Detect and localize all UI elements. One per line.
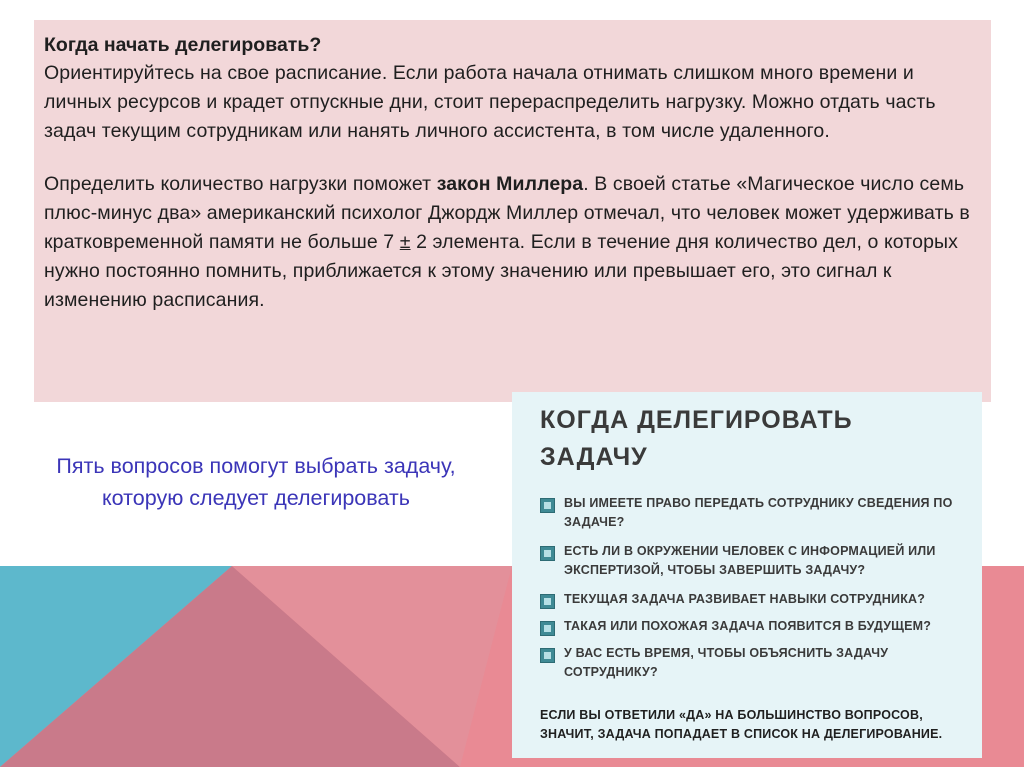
question-text: ТЕКУЩАЯ ЗАДАЧА РАЗВИВАЕТ НАВЫКИ СОТРУДНИКА?: [564, 592, 926, 606]
checkbox-icon: [540, 594, 555, 609]
checkbox-icon: [540, 621, 555, 636]
questions-caption: Пять вопросов помогут выбрать задачу, которую следует делегировать: [56, 454, 456, 510]
paragraph-schedule: Ориентируйтесь на свое расписание. Если работа начала отнимать слишком много времени и личных ресурсов и крадет отпускные дни, стоит перераспределить нагрузку. Можно отдать часть задач текущим сотрудникам или нанять личного ассистента, в том числе удаленного.: [44, 62, 936, 142]
question-list: [540, 494, 968, 682]
section-heading: Когда начать делегировать?: [44, 34, 322, 56]
question-text: ВЫ ИМЕЕТЕ ПРАВО ПЕРЕДАТЬ СОТРУДНИКУ СВЕДЕНИЯ ПО ЗАДАЧЕ?: [564, 496, 953, 529]
paragraph-part-2: . В своей статье «Магическое число семь плюс-минус два» американский психолог Джордж Миллер отмечал, что человек может удерживать в кратковременной памяти не больше 7: [44, 173, 970, 253]
question-text: ТАКАЯ ИЛИ ПОХОЖАЯ ЗАДАЧА ПОЯВИТСЯ В БУДУЩЕМ?: [564, 619, 932, 633]
question-text: ЕСТЬ ЛИ В ОКРУЖЕНИИ ЧЕЛОВЕК С ИНФОРМАЦИЕЙ ИЛИ ЭКСПЕРТИЗОЙ, ЧТОБЫ ЗАВЕРШИТЬ ЗАДАЧУ?: [564, 544, 936, 577]
paragraph-miller-law: [44, 170, 973, 315]
checkbox-icon: [540, 648, 555, 663]
checkbox-icon: [540, 546, 555, 561]
question-text: У ВАС ЕСТЬ ВРЕМЯ, ЧТОБЫ ОБЪЯСНИТЬ ЗАДАЧУ СОТРУДНИКУ?: [564, 646, 889, 679]
infographic-footer: ЕСЛИ ВЫ ОТВЕТИЛИ «ДА» НА БОЛЬШИНСТВО ВОПРОСОВ, ЗНАЧИТ, ЗАДАЧА ПОПАДАЕТ В СПИСОК НА ДЕЛЕГИРОВАНИЕ.: [540, 708, 943, 741]
paragraph-part-3: 2 элемента. Если в течение дня количество дел, о которых нужно постоянно помнить, приближается к этому значению или превышает его, это сигнал к изменению расписания.: [44, 231, 958, 311]
delegation-text-box: [34, 20, 991, 402]
checkbox-icon: [540, 498, 555, 513]
question-item: [540, 617, 968, 636]
question-item: [540, 542, 968, 580]
question-item: [540, 590, 968, 609]
question-item: [540, 644, 968, 682]
miller-law-term: закон Миллера: [436, 173, 584, 195]
infographic-title: КОГДА ДЕЛЕГИРОВАТЬ ЗАДАЧУ: [540, 406, 853, 471]
delegation-infographic: [512, 392, 982, 758]
plus-minus-sign: ±: [399, 231, 411, 253]
paragraph-part-1: Определить количество нагрузки поможет: [44, 173, 437, 195]
question-item: [540, 494, 968, 532]
